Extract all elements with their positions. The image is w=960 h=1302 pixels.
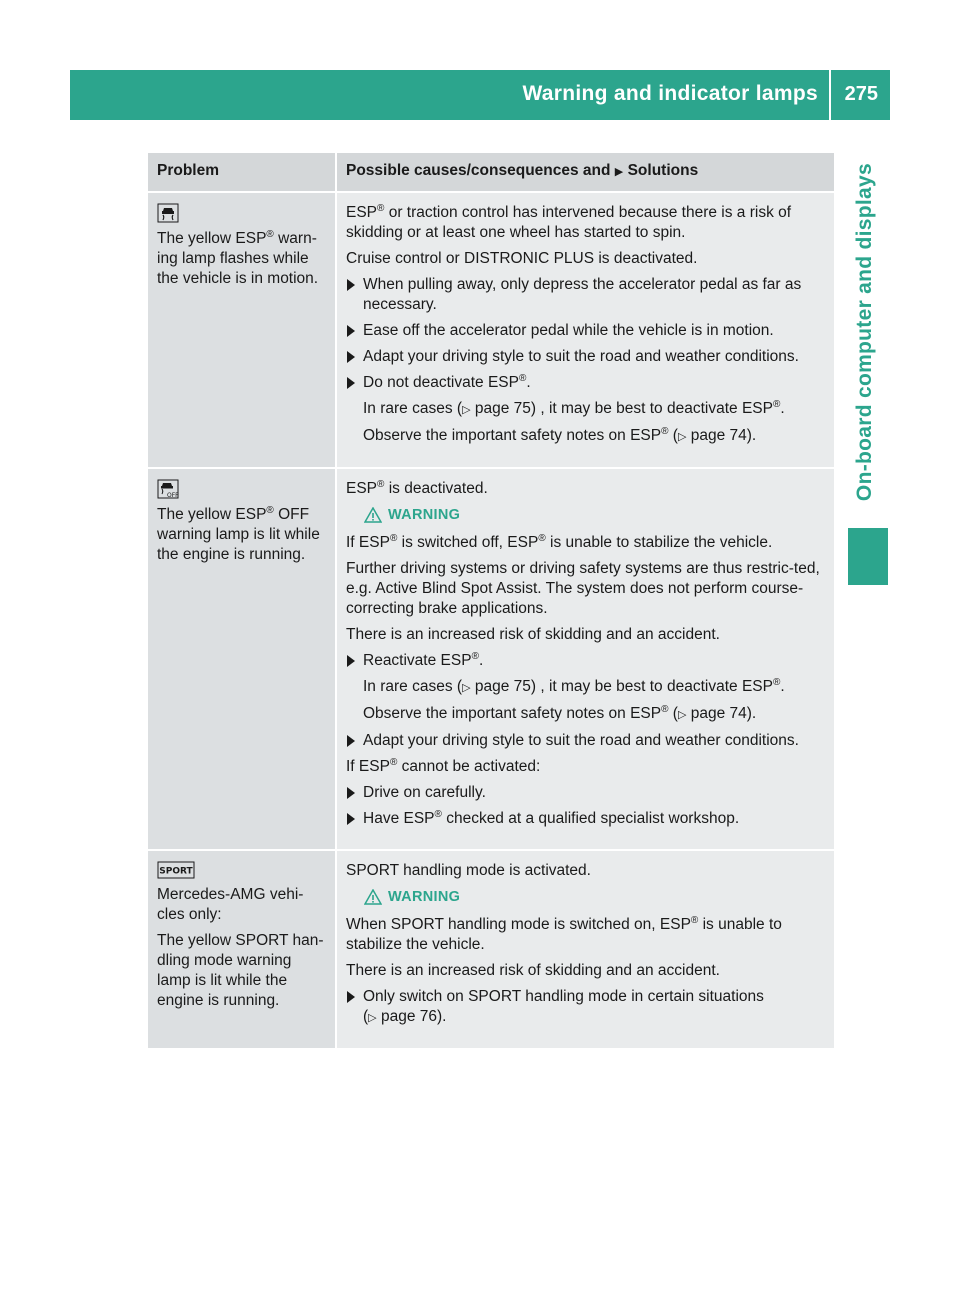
solution-step: Reactivate ESP®. [346,651,828,671]
page-header-bar [70,70,890,120]
warning-heading [364,887,828,907]
warning-text: When SPORT handling mode is switched on, ESP® is unable to stabilize the vehicle. [346,914,782,953]
warning-lamp-table [148,153,834,1048]
svg-text:OFF: OFF [167,492,179,499]
svg-text:SPORT: SPORT [159,866,193,877]
problem-cell [148,192,336,468]
warning-heading [364,505,828,525]
problem-text: Mercedes-AMG vehi-cles only: [157,886,304,923]
solution-step: Drive on carefully. [346,783,828,803]
page-ref-arrow-icon: ▷ [368,1012,377,1024]
esp-off-icon [157,479,193,499]
warning-label: WARNING [388,889,461,905]
note-text: In rare cases (▷ page 75) , it may be best to deactivate ESP®. [363,676,785,695]
solution-step: Only switch on SPORT handling mode in certain situations (▷ page 76). [346,987,828,1028]
page-ref-arrow-icon: ▷ [462,404,471,416]
consequence-text: Cruise control or DISTRONIC PLUS is deactivated. [346,250,698,267]
warning-label: WARNING [388,507,461,523]
solution-step: Do not deactivate ESP®. [346,373,828,393]
page-reference-link[interactable]: page 74 [690,427,747,444]
table-row [148,468,834,850]
esp-skid-icon [157,203,193,223]
problem-text: The yellow SPORT han-dling mode warning lamp is lit while the engine is running. [157,932,324,1009]
warning-triangle-icon [364,889,382,905]
page-ref-arrow-icon: ▷ [677,431,687,443]
page-reference-link[interactable]: page 75 [474,678,531,695]
side-tab-label: On-board computer and displays [853,163,876,502]
solution-step: When pulling away, only depress the accelerator pedal as far as necessary. [346,275,828,315]
cause-text: SPORT handling mode is activated. [346,862,591,879]
note-text: In rare cases (▷ page 75) , it may be best to deactivate ESP®. [363,398,785,417]
warning-text: Further driving systems or driving safety systems are thus restric-ted, e.g. Active Blind Spot Assist. The system does not perform course-correcting brake applications. [346,560,820,617]
page-ref-arrow-icon: ▷ [677,709,687,721]
table-row [148,850,834,1048]
side-tab-marker [848,528,888,585]
cause-text: ESP® or traction control has intervened because there is a risk of skidding or at least one wheel has started to spin. [346,202,792,241]
column-header-problem: Problem [148,153,336,192]
page-header-title: Warning and indicator lamps [522,82,818,105]
page-reference-link[interactable]: page 74 [690,705,747,722]
problem-cell [148,468,336,850]
solution-step: Ease off the accelerator pedal while the vehicle is in motion. [346,321,828,341]
warning-text: There is an increased risk of skidding and an accident. [346,626,720,643]
sport-icon [157,861,193,881]
solution-step: Adapt your driving style to suit the road and weather conditions. [346,347,828,367]
solution-cell [336,850,834,1048]
column-header-solutions: Possible causes/consequences and ▶ Solutions [336,153,834,192]
condition-text: If ESP® cannot be activated: [346,756,541,775]
table-row [148,192,834,468]
solution-cell [336,192,834,468]
solution-step: Adapt your driving style to suit the road and weather conditions. [346,731,828,751]
solution-step: Have ESP® checked at a qualified specialist workshop. [346,809,828,829]
page-number: 275 [844,83,878,105]
arrow-icon: ▶ [614,166,624,178]
table-header-row [148,153,834,192]
page-reference-link[interactable]: page 76 [380,1008,437,1025]
side-tab-label-container [845,163,885,703]
warning-text: If ESP® is switched off, ESP® is unable to stabilize the vehicle. [346,532,773,551]
problem-text: The yellow ESP® OFF warning lamp is lit while the engine is running. [157,504,320,563]
page-ref-arrow-icon: ▷ [462,682,471,694]
note-text: Observe the important safety notes on ESP® (▷ page 74). [363,425,757,444]
cause-text: ESP® is deactivated. [346,478,488,497]
note-text: Observe the important safety notes on ESP® (▷ page 74). [363,703,757,722]
warning-text: There is an increased risk of skidding and an accident. [346,962,720,979]
warning-triangle-icon [364,507,382,523]
problem-cell [148,850,336,1048]
problem-text: The yellow ESP® warn-ing lamp flashes while the vehicle is in motion. [157,228,319,287]
page-reference-link[interactable]: page 75 [474,400,531,417]
solution-cell [336,468,834,850]
header-separator [829,70,831,120]
